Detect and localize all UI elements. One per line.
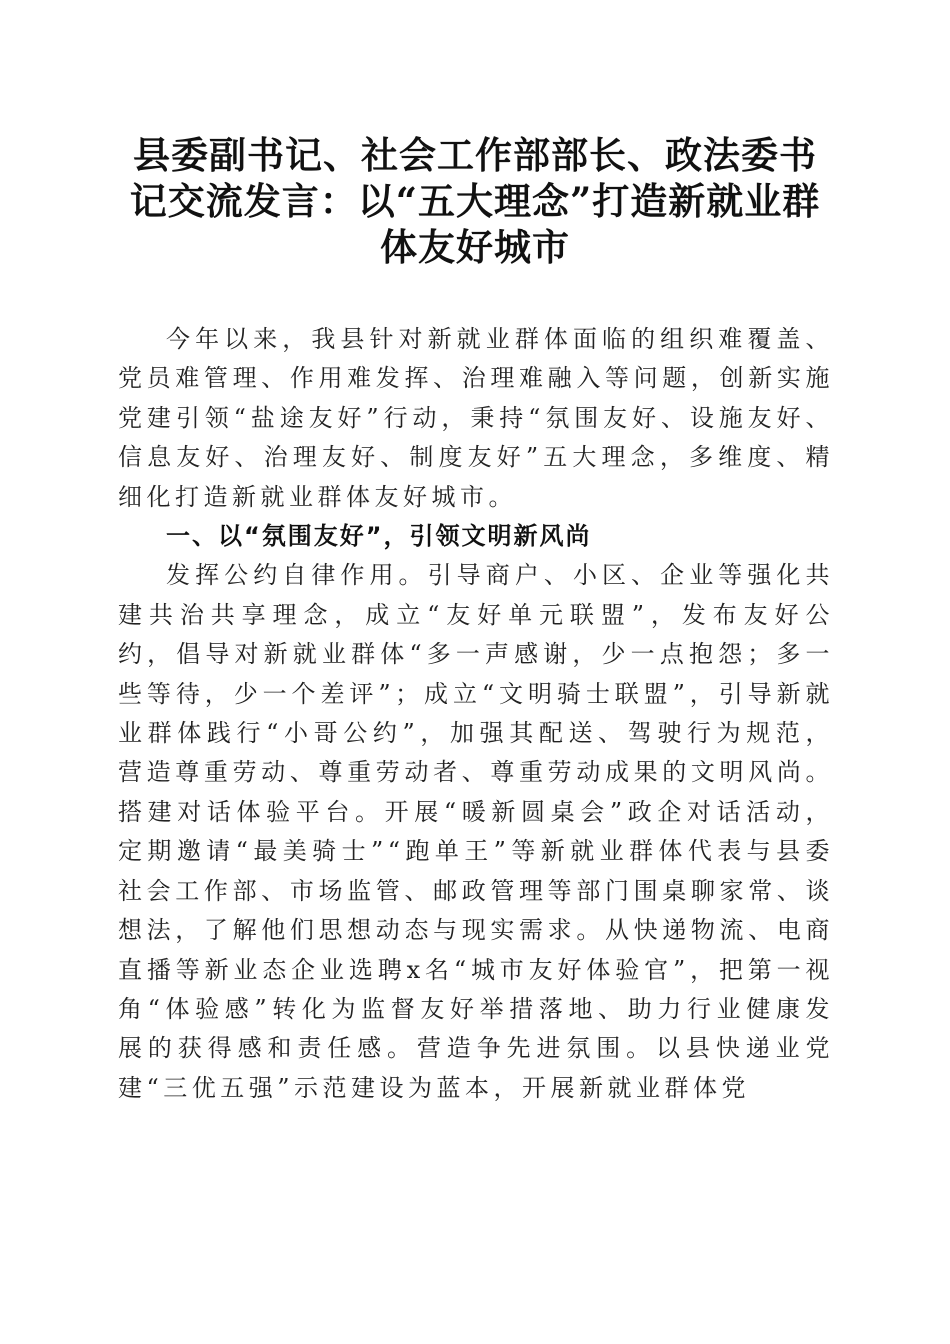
document-title: 县委副书记、社会工作部部长、政法委书记交流发言：以“五大理念”打造新就业群体友好城市 [129,133,821,269]
section-heading: 一、以“氛围友好”，引领文明新风尚 [166,522,592,551]
document-body [118,320,834,1108]
section-paragraph: 发挥公约自律作用。引导商户、小区、企业等强化共建共治共享理念，成立“友好单元联盟”，发布友好公约，倡导对新就业群体“多一声感谢，少一点抱怨；多一些等待，少一个差评”；成立“文明骑士联盟”，引导新就业群体践行“小哥公约”，加强其配送、驾驶行为规范，营造尊重劳动、尊重劳动者、尊重劳动成果的文明风尚。搭建对话体验平台。开展“暖新圆桌会”政企对话活动，定期邀请“最美骑士”“跑单王”等新就业群体代表与县委社会工作部、市场监管、邮政管理等部门围桌聊家常、谈想法，了解他们思想动态与现实需求。从快递物流、电商直播等新业态企业选聘x名“城市友好体验官”，把第一视角“体验感”转化为监督友好举措落地、助力行业健康发展的获得感和责任感。营造争先进氛围。以县快递业党建“三优五强”示范建设为蓝本，开展新就业群体党 [118,561,834,1102]
intro-paragraph: 今年以来，我县针对新就业群体面临的组织难覆盖、党员难管理、作用难发挥、治理难融入等问题，创新实施党建引领“盐途友好”行动，秉持“氛围友好、设施友好、信息友好、治理友好、制度友好”五大理念，多维度、精细化打造新就业群体友好城市。 [118,325,834,511]
